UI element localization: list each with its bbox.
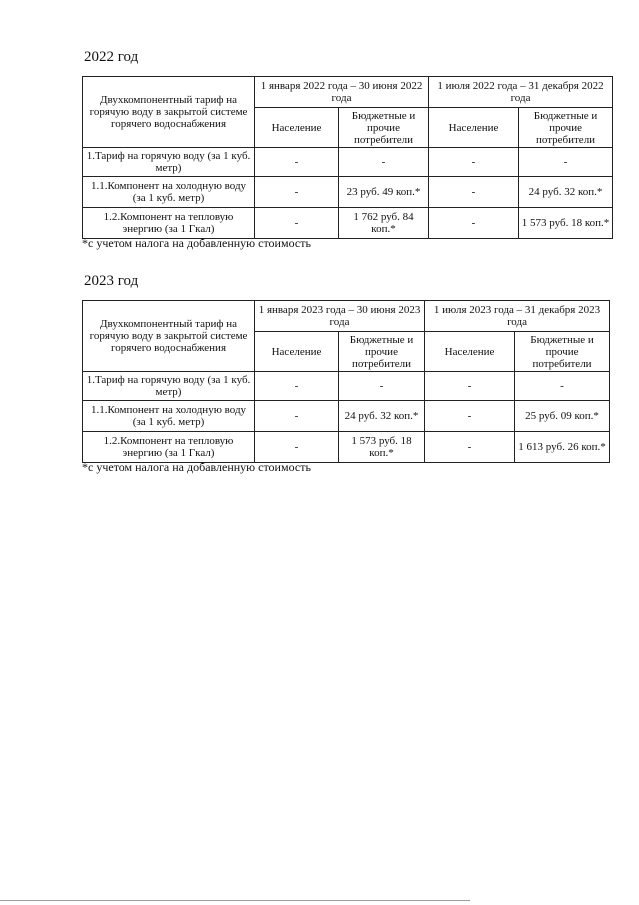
col-population-header: Население [429,108,519,148]
section-title-2022: 2022 год [84,49,139,65]
row-label: 1.2.Компонент на тепловую энергию (за 1 Гкал) [83,432,255,463]
value-cell: 24 руб. 32 коп.* [519,177,613,208]
row-label: 1.1.Компонент на холодную воду (за 1 куб. метр) [83,177,255,208]
tariff-table-2023 [82,300,610,463]
vat-footnote: *с учетом налога на добавленную стоимость [82,460,311,474]
col-budget-header: Бюджетные и прочие потребители [339,108,429,148]
value-cell: - [255,208,339,239]
table-row [83,177,613,208]
value-cell: 1 613 руб. 26 коп.* [515,432,610,463]
bottom-divider [0,900,470,901]
col-population-header: Население [255,108,339,148]
col-budget-header: Бюджетные и прочие потребители [339,332,425,372]
value-cell: - [339,148,429,177]
value-cell: - [429,208,519,239]
table-row [83,208,613,239]
period-2-header: 1 июля 2022 года – 31 декабря 2022 года [429,77,613,108]
value-cell: - [255,177,339,208]
vat-footnote: *с учетом налога на добавленную стоимость [82,236,311,250]
col-population-header: Население [425,332,515,372]
table-row [83,432,610,463]
row-label: 1.1.Компонент на холодную воду (за 1 куб. метр) [83,401,255,432]
table-row [83,401,610,432]
section-title-2023: 2023 год [84,273,139,289]
value-cell: - [425,401,515,432]
tariff-table-2022 [82,76,613,239]
col-budget-header: Бюджетные и прочие потребители [515,332,610,372]
value-cell: 23 руб. 49 коп.* [339,177,429,208]
value-cell: 1 573 руб. 18 коп.* [339,432,425,463]
value-cell: - [339,372,425,401]
row-label: 1.Тариф на горячую воду (за 1 куб. метр) [83,372,255,401]
col-population-header: Население [255,332,339,372]
col-budget-header: Бюджетные и прочие потребители [519,108,613,148]
value-cell: 25 руб. 09 коп.* [515,401,610,432]
value-cell: - [515,372,610,401]
value-cell: - [255,432,339,463]
period-2-header: 1 июля 2023 года – 31 декабря 2023 года [425,301,610,332]
table-header-row [83,77,613,108]
value-cell: - [429,148,519,177]
value-cell: - [255,401,339,432]
tariff-header-cell: Двухкомпонентный тариф на горячую воду в закрытой системе горячего водоснабжения [83,77,255,148]
period-1-header: 1 января 2023 года – 30 июня 2023 года [255,301,425,332]
row-label: 1.2.Компонент на тепловую энергию (за 1 Гкал) [83,208,255,239]
row-label: 1.Тариф на горячую воду (за 1 куб. метр) [83,148,255,177]
table-row [83,148,613,177]
tariff-header-cell: Двухкомпонентный тариф на горячую воду в закрытой системе горячего водоснабжения [83,301,255,372]
value-cell: 1 573 руб. 18 коп.* [519,208,613,239]
value-cell: - [255,148,339,177]
value-cell: - [425,372,515,401]
value-cell: 1 762 руб. 84 коп.* [339,208,429,239]
value-cell: 24 руб. 32 коп.* [339,401,425,432]
period-1-header: 1 января 2022 года – 30 июня 2022 года [255,77,429,108]
value-cell: - [519,148,613,177]
value-cell: - [255,372,339,401]
value-cell: - [429,177,519,208]
value-cell: - [425,432,515,463]
table-header-row [83,301,610,332]
table-row [83,372,610,401]
